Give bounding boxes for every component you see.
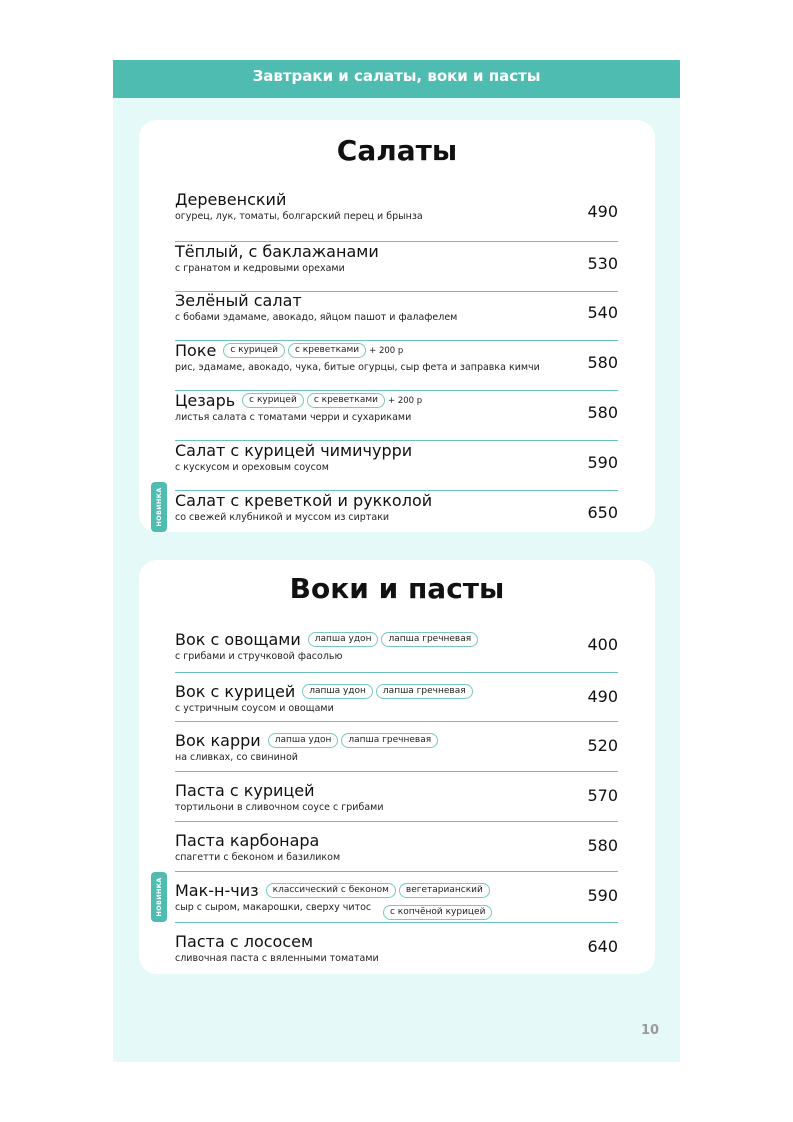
menu-item — [175, 190, 618, 242]
item-description: с грибами и стручковой фасолью — [175, 651, 343, 662]
salads-card — [139, 120, 655, 532]
item-price: 570 — [587, 786, 618, 805]
item-name: Паста с курицей — [175, 781, 315, 800]
page-number: 10 — [641, 1023, 660, 1038]
menu-item — [175, 242, 618, 292]
item-description: на сливках, со свининой — [175, 752, 298, 763]
new-badge-label: НОВИНКА — [155, 877, 163, 917]
menu-item — [175, 682, 618, 722]
option-pill[interactable]: лапша гречневая — [376, 684, 473, 699]
option-pill[interactable]: лапша удон — [308, 632, 379, 647]
item-description: сыр с сыром, макарошки, сверху читос — [175, 902, 372, 913]
item-description: листья салата с томатами черри и сухариками — [175, 412, 412, 423]
option-surcharge: + 200 р — [369, 345, 404, 356]
item-description: с устричным соусом и овощами — [175, 703, 334, 714]
item-name: Паста карбонара — [175, 831, 320, 850]
woks-pastas-title: Воки и пасты — [289, 572, 505, 605]
option-pill[interactable]: с курицей — [242, 393, 304, 408]
item-description: со свежей клубникой и муссом из сиртаки — [175, 512, 390, 523]
option-pill[interactable]: с курицей — [223, 343, 285, 358]
item-price: 640 — [587, 937, 618, 956]
item-description: сливочная паста с вяленными томатами — [175, 953, 379, 964]
item-price: 590 — [587, 886, 618, 905]
item-price: 540 — [587, 303, 618, 322]
menu-item — [175, 491, 618, 531]
item-name: Деревенский — [175, 190, 287, 209]
item-name: Паста с лососем — [175, 932, 314, 951]
item-price: 490 — [587, 687, 618, 706]
menu-item — [175, 630, 618, 673]
item-price: 650 — [587, 503, 618, 522]
option-pill[interactable]: лапша гречневая — [341, 733, 438, 748]
menu-page — [113, 60, 680, 1062]
woks-pastas-card — [139, 560, 655, 974]
item-price: 520 — [587, 736, 618, 755]
menu-item — [175, 731, 618, 772]
section-banner: Завтраки и салаты, воки и пасты — [113, 60, 680, 98]
item-price: 530 — [587, 254, 618, 273]
item-description: спагетти с беконом и базиликом — [175, 852, 341, 863]
item-description: тортильони в сливочном соусе с грибами — [175, 802, 384, 813]
menu-item — [175, 291, 618, 341]
menu-item — [175, 781, 618, 822]
item-price: 490 — [587, 202, 618, 221]
new-badge-label: НОВИНКА — [155, 487, 163, 527]
item-name: Мак-н-чиз — [175, 881, 259, 900]
item-name: Вок с овощами — [175, 630, 301, 649]
option-pill[interactable]: с креветками — [288, 343, 366, 358]
item-name: Зелёный салат — [175, 291, 302, 310]
item-name: Цезарь — [175, 391, 236, 410]
salads-title: Салаты — [336, 134, 458, 167]
item-description: огурец, лук, томаты, болгарский перец и брынза — [175, 211, 423, 222]
menu-item — [175, 881, 618, 923]
item-description: рис, эдамаме, авокадо, чука, битые огурцы, сыр фета и заправка кимчи — [175, 362, 540, 373]
option-pill[interactable]: лапша удон — [268, 733, 339, 748]
item-price: 400 — [587, 635, 618, 654]
menu-item — [175, 341, 618, 391]
option-pill[interactable]: вегетарианский — [399, 883, 490, 898]
item-name: Вок с курицей — [175, 682, 296, 701]
option-surcharge: + 200 р — [388, 395, 423, 406]
menu-item — [175, 831, 618, 872]
option-pill[interactable]: с копчёной курицей — [383, 905, 492, 920]
item-name: Тёплый, с баклажанами — [175, 242, 379, 261]
item-name: Салат с креветкой и рукколой — [175, 491, 433, 510]
item-name: Поке — [175, 341, 217, 360]
option-pill[interactable]: с креветками — [307, 393, 385, 408]
item-description: с гранатом и кедровыми орехами — [175, 263, 345, 274]
option-pill[interactable]: лапша удон — [302, 684, 373, 699]
item-description: с бобами эдамаме, авокадо, яйцом пашот и фалафелем — [175, 312, 458, 323]
new-badge — [151, 482, 167, 532]
item-description: с кускусом и ореховым соусом — [175, 462, 329, 473]
item-price: 590 — [587, 453, 618, 472]
option-pill[interactable]: лапша гречневая — [381, 632, 478, 647]
item-name: Салат с курицей чимичурри — [175, 441, 413, 460]
menu-item — [175, 932, 618, 970]
item-price: 580 — [587, 403, 618, 422]
item-price: 580 — [587, 353, 618, 372]
menu-item — [175, 391, 618, 441]
item-name: Вок карри — [175, 731, 261, 750]
menu-item — [175, 441, 618, 491]
option-pill[interactable]: классический с беконом — [266, 883, 396, 898]
item-price: 580 — [587, 836, 618, 855]
new-badge — [151, 872, 167, 922]
